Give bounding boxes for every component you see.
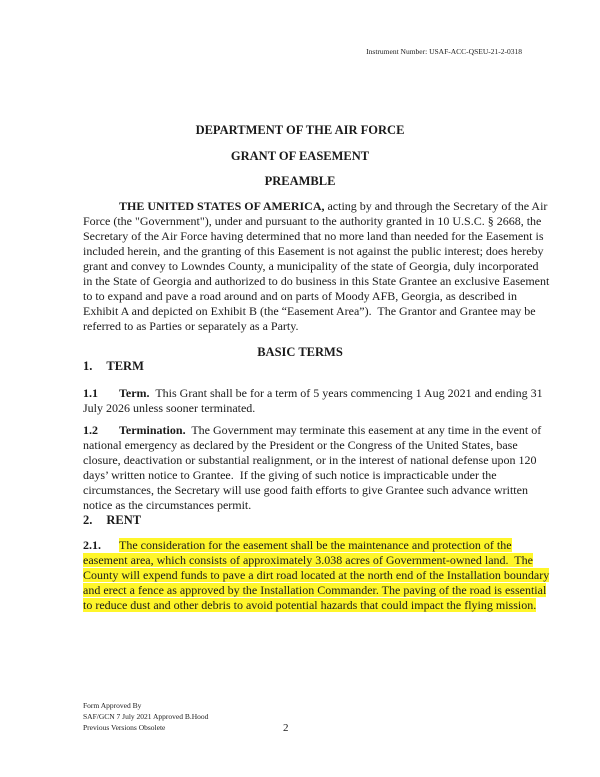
section-1-heading [83, 359, 144, 374]
preamble-line: in the State of Georgia and authorized to do business in this State Grantee an exclusive Easement [83, 274, 550, 288]
preamble-heading: PREAMBLE [264, 174, 336, 188]
section-number: 2. [83, 513, 93, 527]
preamble-line: Exhibit A and depicted on Exhibit B (the “Easement Area”). The Grantor and Grantee may be [83, 304, 536, 318]
instrument-number: Instrument Number: USAF-ACC-QSEU-21-2-0318 [366, 47, 522, 56]
highlighted-line: easement area, which consists of approximately 3.038 acres of Government-owned land. The [83, 553, 533, 567]
clause-line: July 2026 unless sooner terminated. [83, 401, 256, 415]
clause-line: The Government may terminate this easement at any time in the event of [185, 423, 542, 437]
footer-line: Form Approved By [83, 701, 142, 710]
clause-number: 1.2 [83, 423, 98, 437]
section-title: TERM [106, 359, 144, 373]
footer-line: Previous Versions Obsolete [83, 723, 166, 732]
section-2-1-highlighted [83, 538, 550, 613]
clause-line: notice as the circumstances permit. [83, 498, 252, 512]
section-2-heading [83, 513, 141, 528]
basic-terms-heading: BASIC TERMS [257, 345, 343, 359]
section-title: RENT [106, 513, 142, 527]
footer [83, 700, 208, 733]
clause-heading: Term. [119, 386, 150, 400]
preamble-line: referred to as Parties or separately as a Party. [83, 319, 299, 333]
clause-line: circumstances, the Secretary will use good faith efforts to give Grantee such advance written [83, 483, 528, 497]
department-title: DEPARTMENT OF THE AIR FORCE [195, 123, 405, 137]
document-title: GRANT OF EASEMENT [230, 149, 370, 163]
preamble-line: acting by and through the Secretary of the Air [324, 199, 548, 213]
section-1-2 [83, 423, 543, 513]
section-1-1 [83, 386, 543, 416]
page-number: 2 [283, 722, 289, 734]
preamble-line: Secretary of the Air Force having determined that no more land than needed for the Easement is [83, 229, 544, 243]
clause-number: 1.1 [83, 386, 98, 400]
clause-line: This Grant shall be for a term of 5 years commencing 1 Aug 2021 and ending 31 [149, 386, 543, 400]
footer-line: SAF/GCN 7 July 2021 Approved B.Hood [83, 712, 209, 721]
preamble-line: Force (the "Government"), under and pursuant to the authority granted in 10 U.S.C. § 2668, the [83, 214, 542, 228]
clause-line: days’ written notice to Grantee. If the giving of such notice is impracticable under the [83, 468, 497, 482]
preamble-line: grant and convey to Lowndes County, a municipality of the state of Georgia, duly incorporated [83, 259, 539, 273]
clause-number: 2.1. [83, 538, 101, 552]
preamble-line: included herein, and the granting of this Easement is not against the public interest; does hereby [83, 244, 544, 258]
clause-line: closure, deactivation or substantial realignment, or in the interest of national defense upon 120 [83, 453, 537, 467]
section-number: 1. [83, 359, 93, 373]
highlighted-line: County will expend funds to pave a dirt road located at the north end of the Installation boundary [83, 568, 550, 582]
preamble-line: to to expand and pave a road around and on parts of Moody AFB, Georgia, as described in [83, 289, 518, 303]
highlighted-line: to reduce dust and other debris to avoid potential hazards that could impact the flying mission. [83, 598, 537, 612]
preamble-paragraph [83, 199, 550, 334]
highlighted-line: The consideration for the easement shall be the maintenance and protection of the [119, 538, 512, 552]
clause-line: national emergency as declared by the President or the Congress of the United States, base [83, 438, 518, 452]
clause-heading: Termination. [119, 423, 186, 437]
preamble-lead: THE UNITED STATES OF AMERICA, [119, 199, 325, 213]
highlighted-line: and erect a fence as approved by the Installation Commander. The paving of the road is essential [83, 583, 547, 597]
